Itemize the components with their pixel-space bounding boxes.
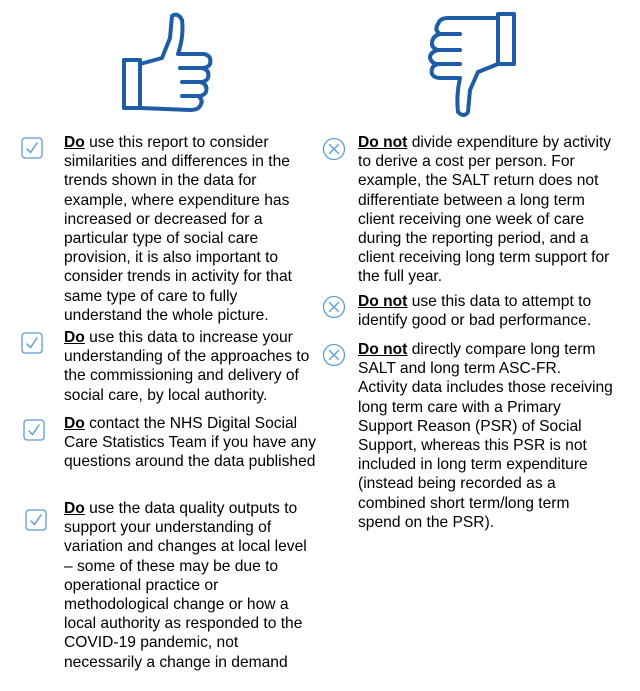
dont-keyword: Do not xyxy=(358,341,408,358)
check-box-icon xyxy=(23,419,45,441)
dont-keyword: Do not xyxy=(358,293,408,310)
dont-keyword: Do not xyxy=(358,134,408,151)
cross-circle-icon xyxy=(322,137,346,161)
do-text: contact the NHS Digital Social Care Statistics Team if you have any questions around the data published xyxy=(64,415,316,471)
do-keyword: Do xyxy=(64,415,85,432)
check-box-icon xyxy=(21,332,43,354)
do-item xyxy=(64,328,316,405)
dont-item xyxy=(358,133,613,287)
do-keyword: Do xyxy=(64,500,85,517)
do-text: use the data quality outputs to support your understanding of variation and changes at local level – some of these may be due to operational practice or methodological change or how a local authority as responded to the COVID-19 pandemic, not necessarily a change in demand xyxy=(64,500,307,671)
do-keyword: Do xyxy=(64,134,85,151)
dont-text: directly compare long term SALT and long term ASC-FR. Activity data includes those receiving long term care with a Primary Support Reason (PSR) of Social Support, whereas this PSR is not included in long term expenditure (instead being recorded as a combined short term/long term spend on the PSR). xyxy=(358,341,613,531)
dont-item xyxy=(358,292,613,330)
thumbs-down-icon xyxy=(420,8,520,120)
cross-circle-icon xyxy=(322,295,346,319)
dont-text: use this data to attempt to identify good or bad performance. xyxy=(358,293,592,330)
dont-item xyxy=(358,340,613,532)
thumbs-up-icon xyxy=(118,8,218,118)
do-text: use this report to consider similarities and differences in the trends shown in the data for example, where expenditure has increased or decreased for a particular type of social care provision, it is also important to consider trends in activity for that same type of care to fully understand the whole picture. xyxy=(64,134,292,324)
do-item xyxy=(64,499,316,672)
check-box-icon xyxy=(25,509,47,531)
cross-circle-icon xyxy=(322,343,346,367)
dont-text: divide expenditure by activity to derive a cost per person. For example, the SALT return does not differentiate between a long term client receiving one week of care during the reporting period, and a client receiving long term support for the full year. xyxy=(358,134,612,286)
do-keyword: Do xyxy=(64,329,85,346)
do-item xyxy=(64,133,316,325)
check-box-icon xyxy=(21,137,43,159)
do-text: use this data to increase your understanding of the approaches to the commissioning and delivery of social care, by local authority. xyxy=(64,329,310,404)
do-item xyxy=(64,414,316,472)
